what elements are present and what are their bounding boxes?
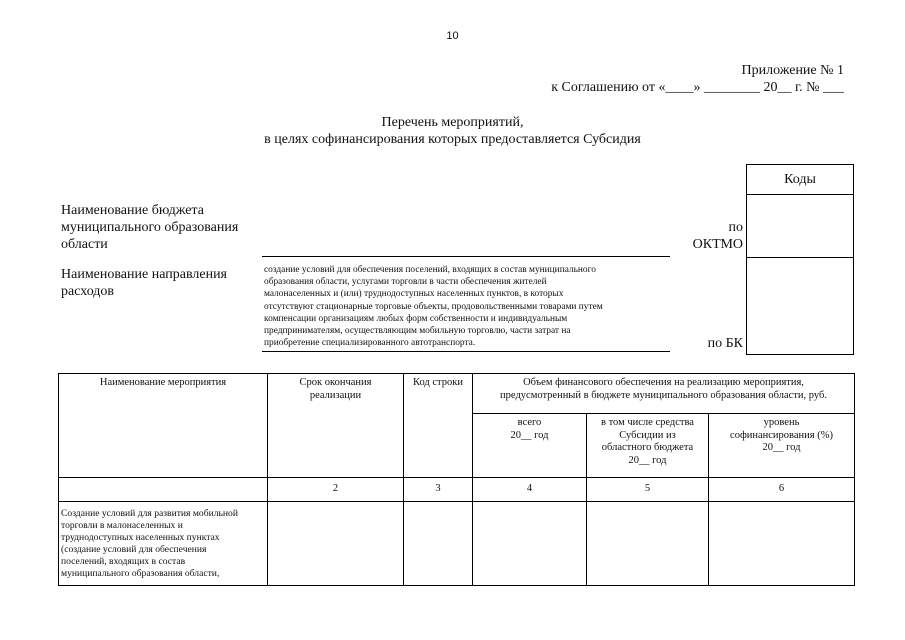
header-total [473, 414, 587, 478]
bk-code-cell[interactable] [747, 258, 854, 355]
deadline-cell[interactable] [268, 502, 404, 586]
column-number-1 [59, 478, 268, 502]
direction-label-line: Наименование направления [61, 267, 227, 282]
measure-name-line: (создание условий для обеспечения [61, 544, 207, 555]
document-title-line-1: Перечень мероприятий, [381, 115, 524, 130]
header-subsidy-line: в том числе средства [601, 417, 694, 428]
measure-name-cell [59, 502, 268, 586]
cofinancing-level-cell[interactable] [709, 502, 855, 586]
direction-text-line: образования области, услугами торговли в части обеспечения жителей [264, 277, 547, 288]
oktmo-label-line: по [728, 220, 743, 235]
budget-name-field [262, 256, 670, 257]
annex-agreement-line: к Соглашению от «____» ________ 20__ г. № ___ [551, 80, 844, 95]
header-cofinancing-level [709, 414, 855, 478]
header-level-line: уровень [763, 417, 800, 428]
measures-table [58, 373, 855, 586]
header-measure-name-text: Наименование мероприятия [99, 377, 227, 388]
annex-title: Приложение № 1 [741, 63, 844, 78]
page-number: 10 [446, 30, 459, 42]
header-deadline-line: реализации [309, 389, 362, 401]
direction-text-line: приобретение специализированного автотранспорта. [264, 338, 476, 349]
header-subsidy [587, 414, 709, 478]
oktmo-label [680, 219, 743, 253]
budget-name-label [61, 202, 238, 253]
header-level-line: 20__ год [762, 442, 801, 453]
direction-text-line: предпринимателям, осуществляющим мобильную торговлю, части затрат на [264, 326, 571, 337]
measure-name-line: муниципального образования области, [61, 568, 220, 579]
header-deadline [268, 374, 404, 478]
measure-name-line: труднодоступных населенных пунктах [61, 532, 220, 543]
budget-label-line: Наименование бюджета [61, 203, 204, 218]
direction-label-line: расходов [61, 284, 115, 299]
header-subsidy-line: областного бюджета [601, 442, 694, 453]
column-number-6: 6 [709, 478, 855, 502]
total-cell[interactable] [473, 502, 587, 586]
header-deadline-line: Срок окончания [299, 377, 372, 388]
header-funding-line: Объем финансового обеспечения на реализацию мероприятия, [523, 377, 804, 388]
direction-text-line: отсутствуют стационарные торговые объекты, продовольственными товарами путем [264, 301, 603, 312]
header-funding-volume [473, 374, 855, 414]
header-subsidy-line: Субсидии из [619, 429, 676, 441]
document-title-line-2: в целях софинансирования которых предоставляется Субсидия [264, 132, 641, 147]
direction-label [61, 266, 227, 300]
oktmo-label-line: ОКТМО [692, 237, 743, 252]
budget-label-line: области [61, 237, 108, 252]
header-total-line: 20__ год [510, 429, 549, 441]
measure-name-line: поселений, входящих в состав [61, 556, 186, 567]
header-level-line: софинансирования (%) [730, 429, 833, 441]
direction-text-line: компенсации организациям любых форм собственности и индивидуальным [264, 313, 568, 324]
header-row-code [404, 374, 473, 478]
direction-text-line: малонаселенных и (или) труднодоступных населенных пунктов, в которых [264, 289, 564, 300]
codes-header: Коды [747, 165, 854, 195]
header-measure-name [59, 374, 268, 478]
measure-name-line: Создание условий для развития мобильной [61, 508, 238, 519]
measure-name-line: торговли в малонаселенных и [61, 520, 183, 531]
header-row-code-text: Код строки [413, 377, 463, 388]
header-funding-line: предусмотренный в бюджете муниципального образования области, руб. [500, 389, 827, 401]
column-number-4: 4 [473, 478, 587, 502]
budget-label-line: муниципального образования [61, 220, 239, 235]
column-number-3: 3 [404, 478, 473, 502]
row-code-cell[interactable] [404, 502, 473, 586]
header-subsidy-line: 20__ год [628, 454, 667, 466]
header-total-line: всего [517, 417, 542, 428]
table-row [59, 502, 855, 586]
column-number-5: 5 [587, 478, 709, 502]
direction-text-line: создание условий для обеспечения поселений, входящих в состав муниципального [264, 265, 596, 275]
subsidy-cell[interactable] [587, 502, 709, 586]
oktmo-code-cell[interactable] [747, 195, 854, 258]
column-number-2: 2 [268, 478, 404, 502]
bk-label: по БК [707, 336, 743, 351]
codes-box [746, 164, 854, 355]
direction-value [262, 264, 670, 352]
